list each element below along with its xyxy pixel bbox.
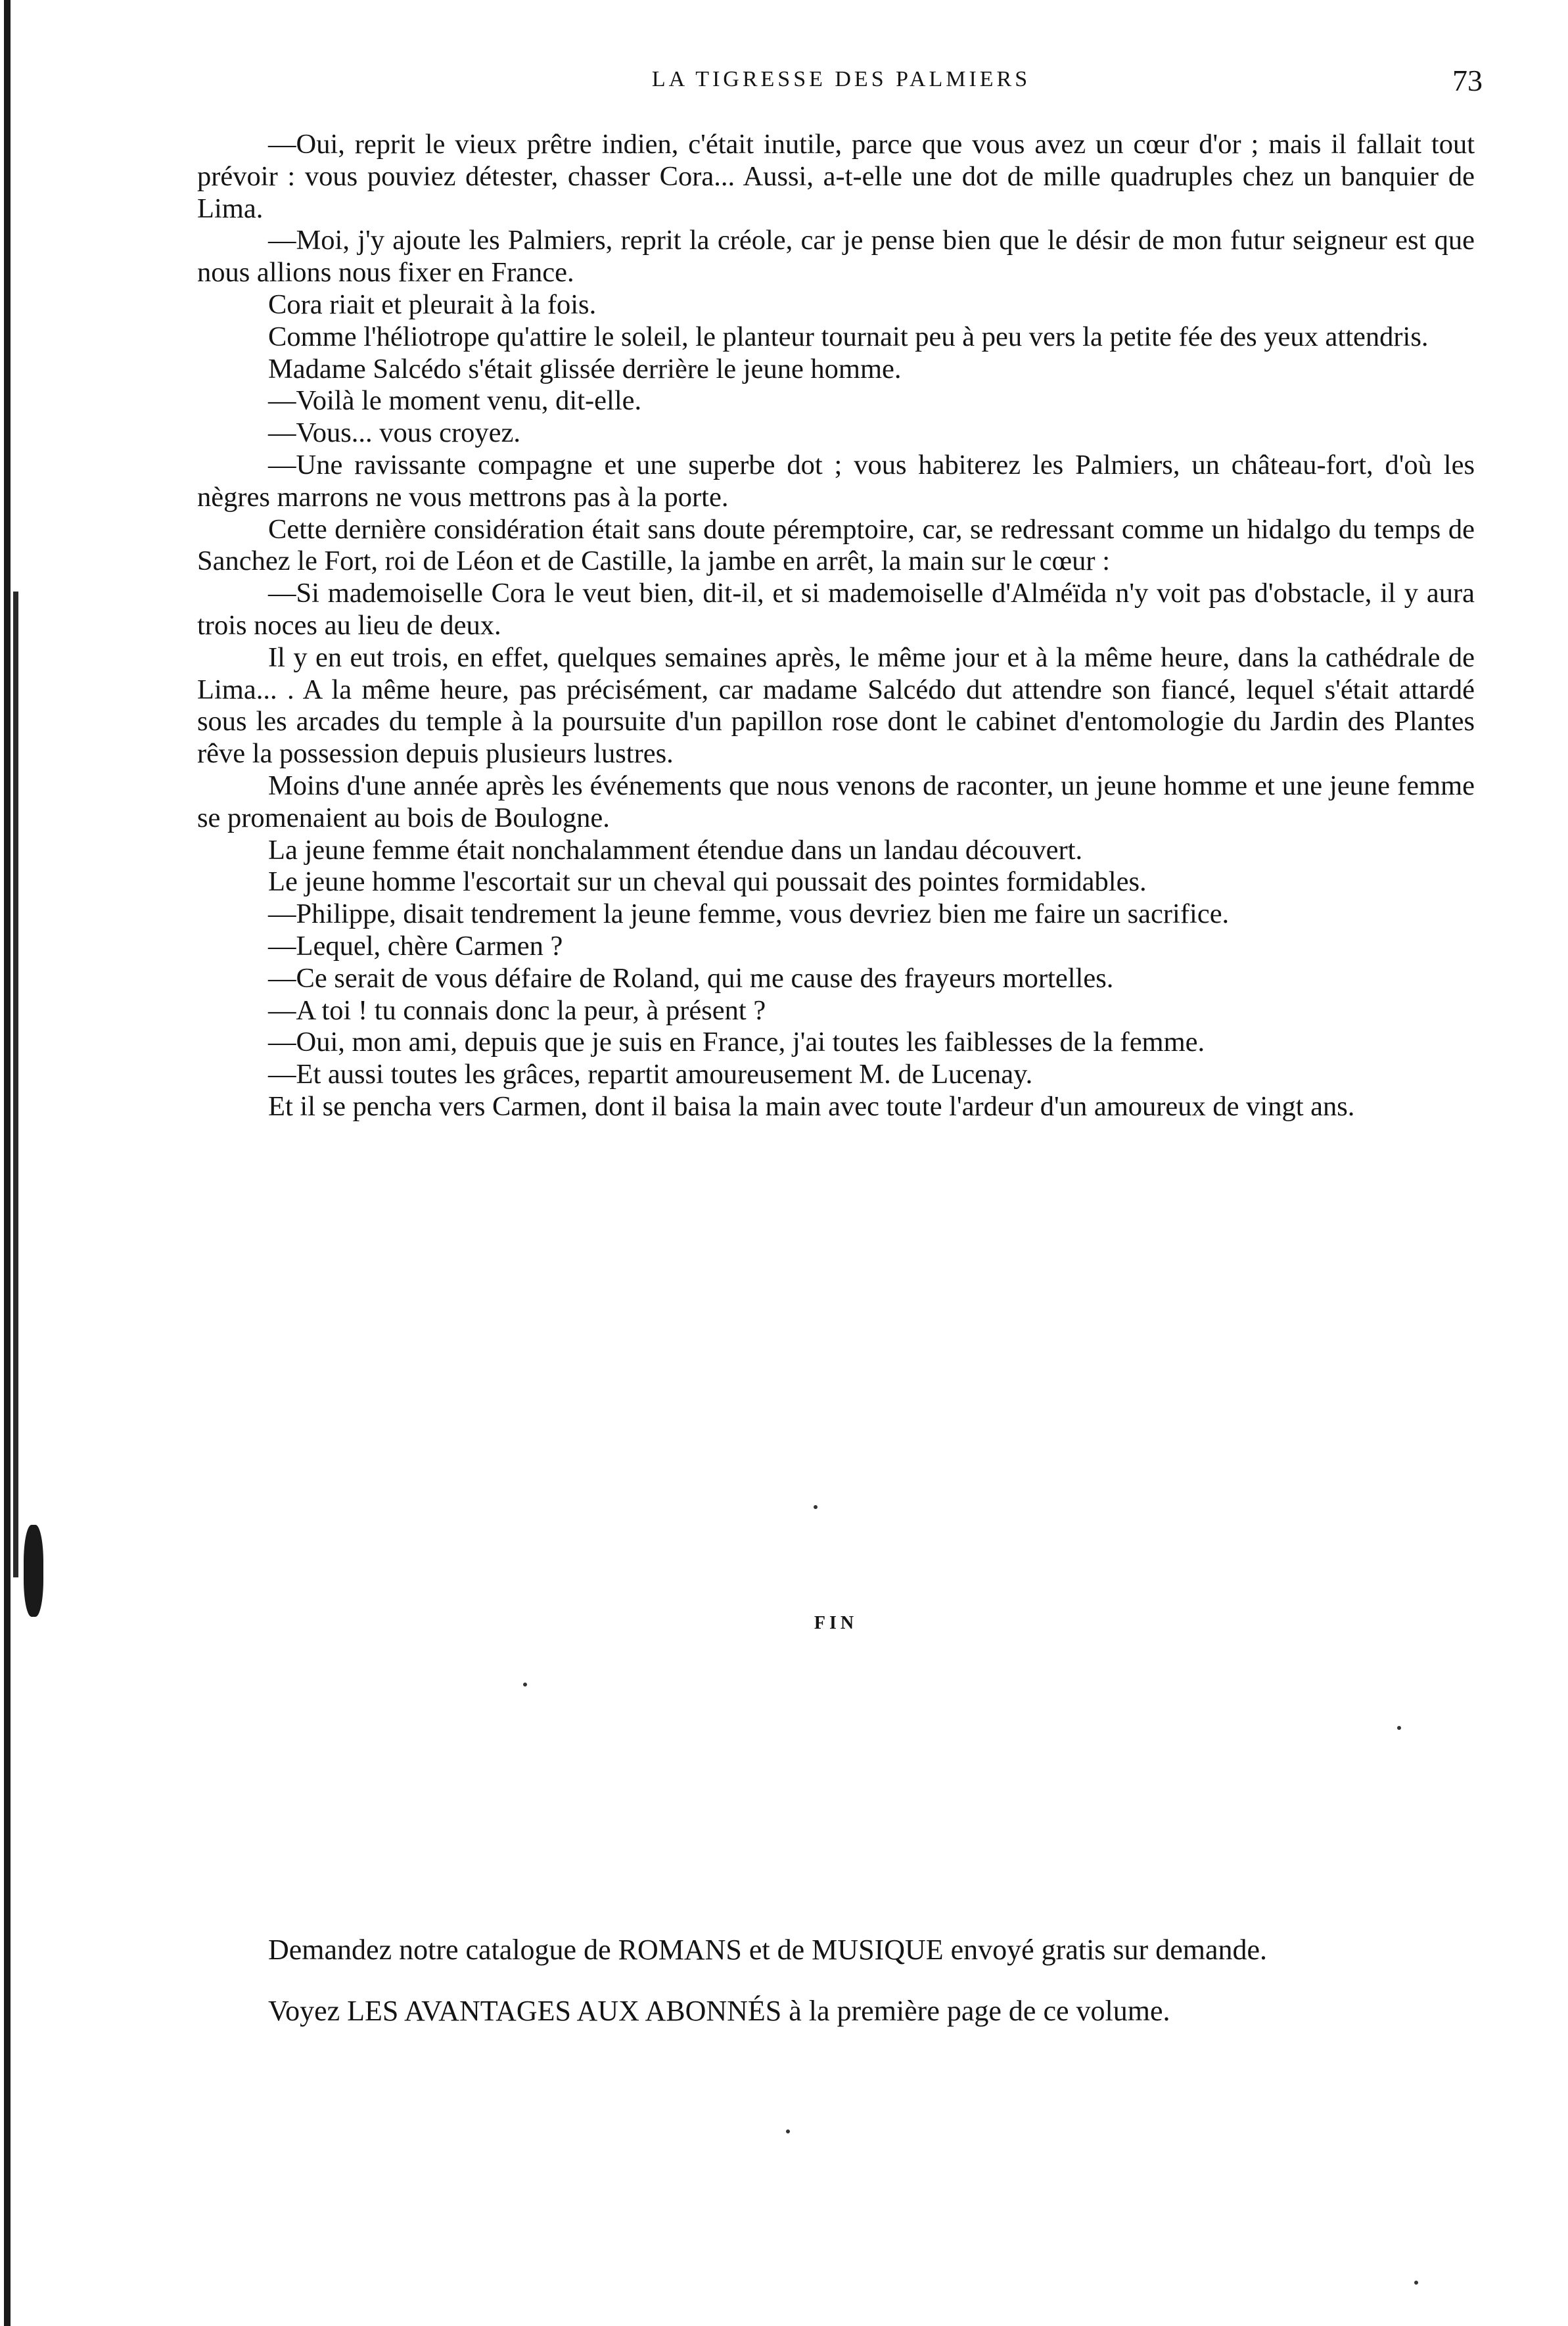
paragraph: —Si mademoiselle Cora le veut bien, dit-il, et si mademoiselle d'Alméïda n'y voit pas d'obstacle, il y aura trois noces au lieu de deux.	[197, 578, 1475, 641]
print-speck	[1397, 1726, 1401, 1730]
paragraph: Cette dernière considération était sans doute péremptoire, car, se redressant comme un hidalgo du temps de Sanchez le Fort, roi de Léon et de Castille, la jambe en arrêt, la main sur le cœur :	[197, 513, 1475, 577]
print-speck	[1414, 2281, 1418, 2285]
paragraph: —Vous... vous croyez.	[268, 417, 521, 449]
binding-shadow-inner	[13, 592, 18, 1577]
paragraph: —Ce serait de vous défaire de Roland, qui me cause des frayeurs mortelles.	[268, 962, 1114, 994]
catalogue-notice: Demandez notre catalogue de ROMANS et de MUSIQUE envoyé gratis sur demande.	[268, 1934, 1268, 1966]
paragraph: —Oui, reprit le vieux prêtre indien, c'était inutile, parce que vous avez un cœur d'or ; mais il fallait tout prévoir : vous pouviez détester, chasser Cora... Aussi, a-t-elle une dot de mille quadruples chez un banquier de Lima.	[197, 129, 1475, 224]
paragraph: —Moi, j'y ajoute les Palmiers, reprit la créole, car je pense bien que le désir de mon futur seigneur est que nous allions nous fixer en France.	[197, 225, 1475, 289]
paragraph: —Et aussi toutes les grâces, repartit amoureusement M. de Lucenay.	[268, 1059, 1033, 1090]
binding-edge	[0, 0, 26, 2326]
paragraph: La jeune femme était nonchalamment étendue dans un landau découvert.	[268, 834, 1083, 866]
print-speck	[523, 1683, 527, 1686]
paragraph: Moins d'une année après les événements que nous venons de raconter, un jeune homme et une jeune femme se promenaient au bois de Boulogne.	[197, 770, 1475, 833]
fin-label: FIN	[814, 1613, 858, 1633]
paragraph: Le jeune homme l'escortait sur un cheval qui poussait des pointes formidables.	[268, 866, 1147, 898]
paragraph: —Lequel, chère Carmen ?	[268, 930, 563, 962]
ink-blot	[24, 1525, 43, 1617]
page-header	[197, 63, 1485, 109]
paragraph: Il y en eut trois, en effet, quelques semaines après, le même jour et à la même heure, dans la cathédrale de Lima... . A la même heure, pas précisément, car madame Salcédo dut attendre son fiancé, lequel s'était attardé sous les arcades du temple à la poursuite d'un papillon rose dont le cabinet d'entomologie du Jardin des Plantes rêve la possession depuis plusieurs lustres.	[197, 641, 1475, 770]
page-number: 73	[1452, 64, 1483, 97]
paragraph: Et il se pencha vers Carmen, dont il baisa la main avec toute l'ardeur d'un amoureux de vingt ans.	[268, 1090, 1355, 1122]
paragraph: Comme l'héliotrope qu'attire le soleil, le planteur tournait peu à peu vers la petite fée des yeux attendris.	[268, 321, 1429, 352]
paragraph: —Une ravissante compagne et une superbe dot ; vous habiterez les Palmiers, un château-fort, d'où les nègres marrons ne vous mettrons pas à la porte.	[197, 449, 1475, 513]
subscribers-notice: Voyez LES AVANTAGES AUX ABONNÉS à la première page de ce volume.	[268, 1995, 1170, 2027]
print-speck	[786, 2129, 790, 2133]
publisher-notice	[197, 1932, 1475, 2055]
paragraph: —A toi ! tu connais donc la peur, à présent ?	[268, 994, 766, 1026]
body-text	[197, 129, 1475, 1123]
paragraph: —Voilà le moment venu, dit-elle.	[268, 385, 642, 417]
paragraph: Cora riait et pleurait à la fois.	[268, 289, 597, 320]
print-speck	[814, 1505, 818, 1509]
paragraph: Madame Salcédo s'était glissée derrière le jeune homme.	[268, 353, 902, 384]
paragraph: —Oui, mon ami, depuis que je suis en France, j'ai toutes les faiblesses de la femme.	[268, 1027, 1205, 1058]
running-title: LA TIGRESSE DES PALMIERS	[651, 67, 1031, 91]
paragraph: —Philippe, disait tendrement la jeune femme, vous devriez bien me faire un sacrifice.	[268, 898, 1230, 930]
binding-shadow	[4, 0, 11, 2326]
